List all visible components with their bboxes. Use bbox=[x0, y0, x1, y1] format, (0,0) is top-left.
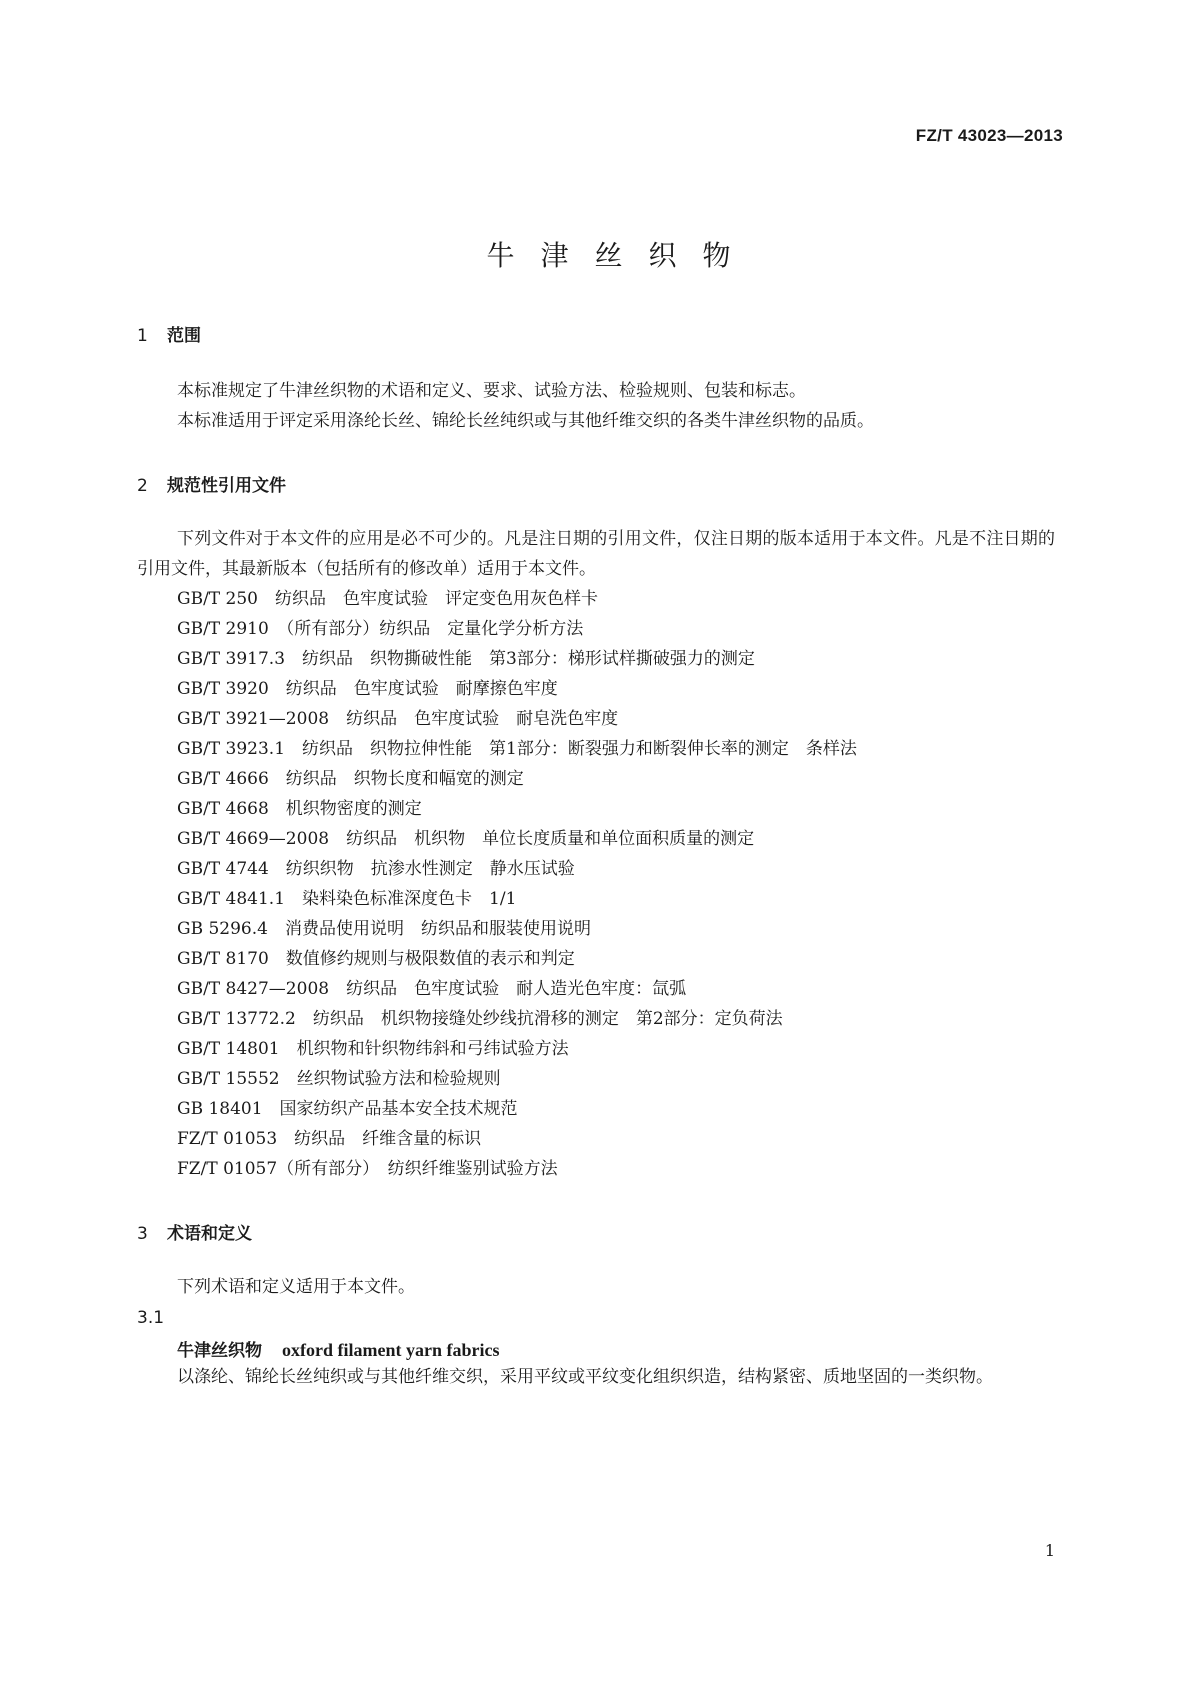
reference-item: GB/T 15552 丝织物试验方法和检验规则 bbox=[177, 1069, 501, 1089]
section-2-heading bbox=[137, 471, 286, 496]
reference-item: GB/T 2910 （所有部分）纺织品 定量化学分析方法 bbox=[177, 619, 584, 639]
term-zh: 牛津丝织物 bbox=[177, 1341, 262, 1361]
reference-item: GB/T 8170 数值修约规则与极限数值的表示和判定 bbox=[177, 949, 575, 969]
reference-item: GB/T 4666 纺织品 织物长度和幅宽的测定 bbox=[177, 769, 524, 789]
term-heading bbox=[177, 1336, 499, 1361]
reference-item: GB 5296.4 消费品使用说明 纺织品和服装使用说明 bbox=[177, 919, 591, 939]
section-number: 2 bbox=[137, 476, 148, 496]
reference-item: GB/T 3917.3 纺织品 织物撕破性能 第3部分：梯形试样撕破强力的测定 bbox=[177, 649, 755, 669]
reference-item: GB/T 4744 纺织织物 抗渗水性测定 静水压试验 bbox=[177, 859, 575, 879]
reference-item: GB/T 8427—2008 纺织品 色牢度试验 耐人造光色牢度：氙弧 bbox=[177, 979, 687, 999]
section-title: 规范性引用文件 bbox=[167, 476, 286, 496]
reference-item: FZ/T 01053 纺织品 纤维含量的标识 bbox=[177, 1129, 482, 1149]
reference-item: GB/T 4668 机织物密度的测定 bbox=[177, 799, 422, 819]
section-1-heading bbox=[137, 321, 201, 346]
references-intro: 下列文件对于本文件的应用是必不可少的。凡是注日期的引用文件，仅注日期的版本适用于本文件。凡是不注日期的引用文件，其最新版本（包括所有的修改单）适用于本文件。 bbox=[137, 529, 1055, 579]
reference-item: GB/T 4669—2008 纺织品 机织物 单位长度质量和单位面积质量的测定 bbox=[177, 829, 755, 849]
reference-item: GB/T 3921—2008 纺织品 色牢度试验 耐皂洗色牢度 bbox=[177, 709, 619, 729]
terms-intro: 下列术语和定义适用于本文件。 bbox=[177, 1277, 415, 1297]
term-en: oxford filament yarn fabrics bbox=[282, 1340, 500, 1360]
reference-item: GB/T 4841.1 染料染色标准深度色卡 1/1 bbox=[177, 889, 517, 909]
term-number: 3.1 bbox=[137, 1308, 165, 1328]
reference-item: GB/T 3920 纺织品 色牢度试验 耐摩擦色牢度 bbox=[177, 679, 558, 699]
document-title: 牛津丝织物 bbox=[486, 239, 757, 272]
section-title: 术语和定义 bbox=[167, 1224, 252, 1244]
term-definition: 以涤纶、锦纶长丝纯织或与其他纤维交织，采用平纹或平纹变化组织织造，结构紧密、质地坚固的一类织物。 bbox=[177, 1367, 993, 1387]
document-code: FZ/T 43023—2013 bbox=[915, 126, 1063, 145]
section-number: 1 bbox=[137, 326, 148, 346]
reference-item: GB/T 3923.1 纺织品 织物拉伸性能 第1部分：断裂强力和断裂伸长率的测定 条样法 bbox=[177, 739, 857, 759]
scope-paragraph-2: 本标准适用于评定采用涤纶长丝、锦纶长丝纯织或与其他纤维交织的各类牛津丝织物的品质。 bbox=[177, 411, 874, 431]
reference-item: GB/T 14801 机织物和针织物纬斜和弓纬试验方法 bbox=[177, 1039, 569, 1059]
scope-paragraph-1: 本标准规定了牛津丝织物的术语和定义、要求、试验方法、检验规则、包装和标志。 bbox=[177, 381, 806, 401]
reference-item: GB/T 250 纺织品 色牢度试验 评定变色用灰色样卡 bbox=[177, 589, 598, 609]
section-3-heading bbox=[137, 1219, 252, 1244]
reference-item: GB 18401 国家纺织产品基本安全技术规范 bbox=[177, 1099, 518, 1119]
section-title: 范围 bbox=[167, 326, 201, 346]
page-number: 1 bbox=[1044, 1541, 1055, 1560]
reference-item: FZ/T 01057（所有部分） 纺织纤维鉴别试验方法 bbox=[177, 1159, 558, 1179]
reference-item: GB/T 13772.2 纺织品 机织物接缝处纱线抗滑移的测定 第2部分：定负荷法 bbox=[177, 1009, 783, 1029]
section-number: 3 bbox=[137, 1224, 148, 1244]
